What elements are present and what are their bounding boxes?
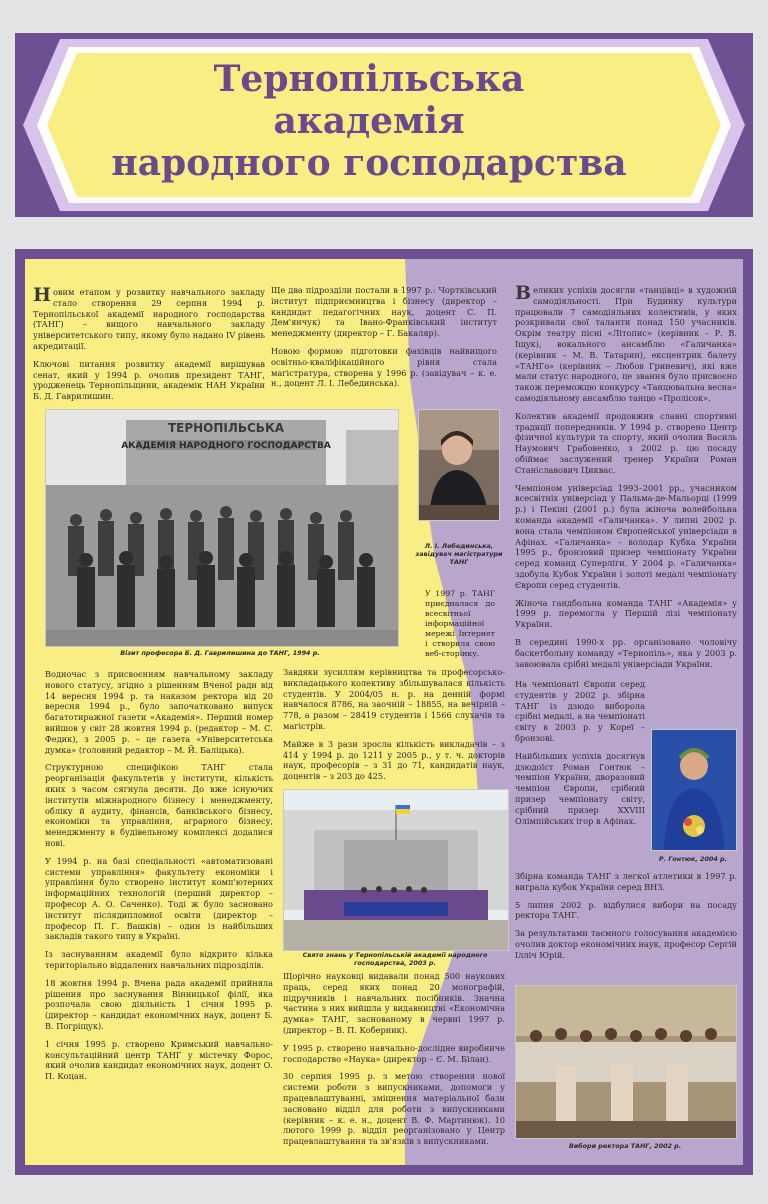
photo-festival xyxy=(283,789,509,951)
col3-paragraph-10: За результатами таємного голосування академією очолив доктор економічних наук, професор Сергій Ілліч Юрій. xyxy=(515,928,737,960)
col1b-paragraph-3: У 1994 р. на базі спеціальності «автоматизовані системи управління» факультету економіки і управління було створено інститут комп'ютерних інформаційних технологій (перший директор – професор А. О. Саченко). Тоді ж було засновано інститут післядипломної освіти (директор – професор П. Г. Вашків) – один із найбільших закладів такого типу в Україні. xyxy=(45,855,273,942)
column-1-bottom xyxy=(45,669,273,1089)
col1-paragraph-2: Ключові питання розвитку академії вирішував сенат, який у 1994 р. очолив президент ТАНГ, уродженець Тернопільщини, академік НАН України Б. Д. Гаврилишин. xyxy=(33,358,265,402)
inset-internet xyxy=(425,589,495,666)
col2-paragraph-2: Новою формою підготовки фахівців найвищого освітньо-кваліфікаційного рівня стала магістратура, створена у 1996 р. (завідувач – к. е. н., доцент Л. І. Лебединська). xyxy=(271,345,497,389)
col2b-paragraph-1: Завдяки зусиллям керівництва та професорсько-викладацького колективу збільшувалася кількість студентів. У 2004/05 н. р. на денній формі навчалося 8786, на заочній – 18855, на вечірній – 778, а разом – 28419 студентів і 1566 слухачів та магістрів. xyxy=(283,667,505,731)
col2b-paragraph-5: 30 серпня 1995 р. з метою створення нової системи роботи з випускниками, допомоги у працевлаштуванні, зміцнення матеріальної бази засновано відділ для роботи з випускниками (керівник – к. е. н., доцент В. Ф. Мартинюк). 10 лютого 1999 р. відділ реорганізовано у Центр працевлаштування та зв'язків з випускниками. xyxy=(283,1071,505,1147)
col3-paragraph-8: Збірна команда ТАНГ з легкої атлетики в 1997 р. виграла кубок України серед ВНЗ. xyxy=(515,871,737,892)
col3-paragraph-7: Найбільших успіхів досягнув дзюдоїст Роман Гонтюк – чемпіон України, дворазовий чемпіон Європи, срібний призер чемпіонату світу, срібний призер XXVIII Олімпійських ігор в Афінах. xyxy=(515,750,645,826)
col1-paragraph-1: овим етапом у розвитку навчального закладу стало створення 29 серпня 1994 р. Тернопільської академії народного господарства (ТАНГ) – вищого навчального закладу університетського типу, якому було надано IV рівень акредитації. xyxy=(33,287,265,351)
page-title xyxy=(90,58,648,184)
photo-festival-image xyxy=(284,790,508,950)
photo-lebedynska xyxy=(418,409,500,521)
dropcap-n: Н xyxy=(33,284,51,306)
col1b-paragraph-4: Із заснуванням академії було відкрито кілька територіально віддалених навчальних підрозділів. xyxy=(45,949,273,970)
content-panel-inner xyxy=(25,259,743,1165)
content-panel xyxy=(15,249,753,1175)
title-line-1: Тернопільська xyxy=(213,58,525,100)
photo-hontiuk xyxy=(651,729,737,851)
dropcap-v: В xyxy=(515,282,532,304)
col1b-paragraph-5: 18 жовтня 1994 р. Вчена рада академії прийняла рішення про заснування Вінницької філії, яка розпочала свою діяльність 1 січня 1995 р. (директор – кандидат економічних наук, доцент Б. В. Погріщук). xyxy=(45,977,273,1031)
column-3 xyxy=(515,282,737,676)
photo-sign-line-2: АКАДЕМІЯ НАРОДНОГО ГОСПОДАРСТВА xyxy=(121,441,331,451)
col1b-paragraph-1: Водночас з присвоєнням навчальному закладу нового статусу, згідно з рішенням Вченої ради від 14 вересня 1994 р. та наказом ректора від 20 вересня 1994 р., було започатковано випуск багатотиражної газети «Академія». Перший номер вийшов у світ 28 жовтня 1994 р. (редактор – М. С. Федик), з 2005 р. – це газета «Університетська думка» (головний редактор – М. Й. Баліцька). xyxy=(45,669,273,755)
caption-election: Вибори ректора ТАНГ, 2002 р. xyxy=(568,1142,682,1150)
photo-lebedynska-image xyxy=(419,410,499,520)
column-2-bottom xyxy=(283,971,505,1154)
caption-hontiuk: Р. Гонтюк, 2004 р. xyxy=(658,855,728,863)
photo-election-image xyxy=(516,986,736,1138)
col3-paragraph-9: 5 липня 2002 р. відбулися вибори на посаду ректора ТАНГ. xyxy=(515,899,737,921)
column-2-top xyxy=(271,285,497,396)
col3-paragraph-3: Чемпіоном універсіад 1993–2001 рр., учасником всесвітніх універсіад у Пальма-де-Мальорці (1999 р.) і Пекіні (2001 р.) була жіноча волейбольна команда академії «Галичанка». У липні 2002 р. вона стала чемпіоном Європейської універсіади в Афінах. «Галичанка» – володар Кубка України 1995 р., бронзовий призер чемпіонату України серед команд Суперліги. У 2004 р. «Галичанка» здобула Кубок України і золоті медалі чемпіонату Європи серед студентів. xyxy=(515,482,737,590)
col1b-paragraph-6: 1 січня 1995 р. створено Кримський навчально-консультаційний центр ТАНГ у містечку Форос, який очолив кандидат економічних наук, доцент О. П. Коцан. xyxy=(45,1038,273,1082)
caption-lebedynska: Л. І. Лебединська, завідувач магістратури ТАНГ xyxy=(415,542,503,566)
col1b-paragraph-2: Структурною специфікою ТАНГ стала реорганізація факультетів у інститути, кількість яких з часом сягнула десяти. До вже існуючих інститутів міжнародного бізнесу і менеджменту, обліку й аудиту, фінансів, банківського бізнесу, економіки та управління, аграрного бізнесу, менеджменту в будівельному комплексі додалися нові. xyxy=(45,762,273,848)
title-line-2: академія xyxy=(273,100,465,142)
title-line-3: народного господарства xyxy=(111,142,627,184)
column-2-middle xyxy=(283,667,505,789)
col3-paragraph-6: На чемпіонаті Європи серед студентів у 2002 р. збірна ТАНГ із дзюдо виборола срібні медалі, а на чемпіонаті світу в 2003 р. у Кореї – бронзові. xyxy=(515,679,645,743)
photo-sign-line-1: ТЕРНОПІЛЬСЬКА xyxy=(167,421,285,435)
column-1-top xyxy=(33,284,265,409)
col3-paragraph-4: Жіноча гандбольна команда ТАНГ «Академія» у 1999 р. перемогла у Першій лізі чемпіонату України. xyxy=(515,597,737,630)
col2b-paragraph-3: Щорічно науковці видавали понад 500 наукових праць, серед яких понад 20 монографій, підручників і навчальних посібників. Значна частина з них вийшла у видавництві «Економічна думка» ТАНГ, заснованому в червні 1997 р. (директор – В. П. Коберник). xyxy=(283,971,505,1035)
column-3-judo xyxy=(515,679,645,833)
caption-visit: Візит професора Б. Д. Гаврилишина до ТАНГ, 1994 р. xyxy=(120,649,320,657)
photo-election xyxy=(515,985,737,1139)
col3-paragraph-2: Колектив академії продовжив славні спортивні традиції попередників. У 1994 р. створено Центр фізичної культури та спорту, який очолив Василь Наумович Грабовенко, з 2002 р. цю посаду обіймає заслужений тренер України Роман Станіславович Циквас. xyxy=(515,410,737,475)
photo-visit xyxy=(45,409,399,647)
col2-paragraph-1: Ще два підрозділи постали в 1997 р.: Чортківський інститут підприємництва і бізнесу (директор – кандидат педагогічних наук, доцент С. П. Дем'янчук) та Івано-Франківський інститут менеджменту (директор – Г. Бакаляр). xyxy=(271,285,497,339)
photo-visit-image xyxy=(46,410,398,646)
photo-hontiuk-image xyxy=(652,730,736,850)
caption-festival: Свято знань у Тернопільській академії народного господарства, 2003 р. xyxy=(302,951,488,967)
inset-paragraph: У 1997 р. ТАНГ приєдналася до всесвітньої інформаційної мережі Інтернет і створила свою веб-сторінку. xyxy=(425,589,495,658)
col2b-paragraph-4: У 1995 р. створено навчально-дослідне виробниче господарство «Наука» (директор – Є. М. Білан). xyxy=(283,1042,505,1064)
col2b-paragraph-2: Майже в 3 рази зросла кількість викладачів – з 414 у 1994 р. до 1211 у 2005 р., у т. ч. докторів наук, професорів – з 31 до 71, кандидатів наук, доцентів – з 203 до 425. xyxy=(283,738,505,782)
col3-paragraph-5: В середині 1990-х рр. організовано чоловічу баскетбольну команду «Тернопіль», яка у 2003 р. завоювала срібні медалі універсіади України. xyxy=(515,636,737,669)
column-3-bottom xyxy=(515,871,737,968)
col3-paragraph-1: еликих успіхів досягли «танцівці» в художній самодіяльності. При Будинку культури працювали 7 самодіяльних колективів, у яких розкривали свої таланти понад 150 учасників. Окрім театру пісні «Літопис» (керівник – Р. В. Іщук), вокального ансамблю «Галичанка» (керівник – М. В. Татарин), ексцентрик балету «ТАНГо» (керівник – Любов Гриневич), які вже мали статус народного, це звання було присвоєно також переможцю конкурсу «Танцювальна весна» самодіяльному ансамблю танцю «Пролісок». xyxy=(515,285,737,403)
